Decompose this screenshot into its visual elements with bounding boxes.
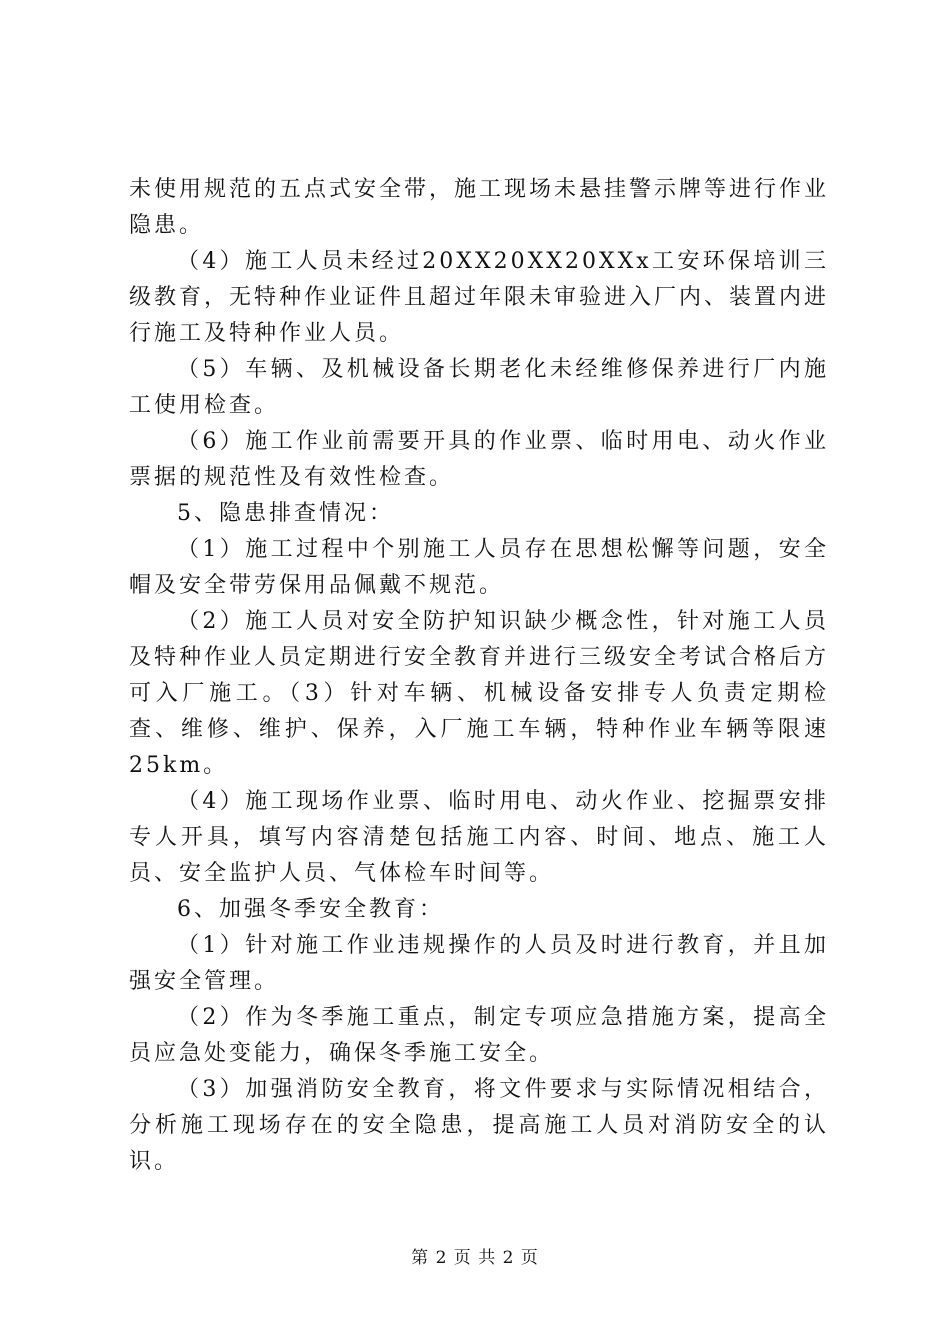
section-heading-5: 5、隐患排查情况： bbox=[177, 501, 394, 526]
paragraph-section6-item-1: （1）针对施工作业违规操作的人员及时进行教育，并且加强安全管理。 bbox=[129, 933, 829, 994]
paragraph-item-6: （6）施工作业前需要开具的作业票、临时用电、动火作业票据的规范性及有效性检查。 bbox=[129, 429, 829, 490]
section-heading-6: 6、加强冬季安全教育： bbox=[177, 897, 444, 922]
paragraph-section5-item-2-3: （2）施工人员对安全防护知识缺少概念性，针对施工人员及特种作业人员定期进行安全教育并进行三级安全考试合格后方可入厂施工。（3）针对车辆、机械设备安排专人负责定期检查、维修、维护、保养，入厂施工车辆，特种作业车辆等限速25km。 bbox=[129, 609, 830, 778]
paragraph-item-4: （4）施工人员未经过20XX20XX20XXx工安环保培训三级教育，无特种作业证件且超过年限未审验进入厂内、装置内进行施工及特种作业人员。 bbox=[129, 249, 830, 346]
paragraph-continuation: 未使用规范的五点式安全带，施工现场未悬挂警示牌等进行作业隐患。 bbox=[129, 177, 830, 238]
paragraph-section5-item-4: （4）施工现场作业票、临时用电、动火作业、挖掘票安排专人开具，填写内容清楚包括施工内容、时间、地点、施工人员、安全监护人员、气体检车时间等。 bbox=[129, 789, 829, 886]
paragraph-section5-item-1: （1）施工过程中个别施工人员存在思想松懈等问题，安全帽及安全带劳保用品佩戴不规范。 bbox=[129, 537, 829, 598]
page-number-footer: 第 2 页 共 2 页 bbox=[411, 1248, 539, 1268]
paragraph-section6-item-2: （2）作为冬季施工重点，制定专项应急措施方案，提高全员应急处变能力，确保冬季施工安全。 bbox=[129, 1005, 829, 1066]
document-body bbox=[129, 172, 829, 1180]
paragraph-section6-item-3: （3）加强消防安全教育，将文件要求与实际情况相结合，分析施工现场存在的安全隐患，提高施工人员对消防安全的认识。 bbox=[129, 1077, 829, 1174]
paragraph-item-5: （5）车辆、及机械设备长期老化未经维修保养进行厂内施工使用检查。 bbox=[129, 357, 829, 418]
